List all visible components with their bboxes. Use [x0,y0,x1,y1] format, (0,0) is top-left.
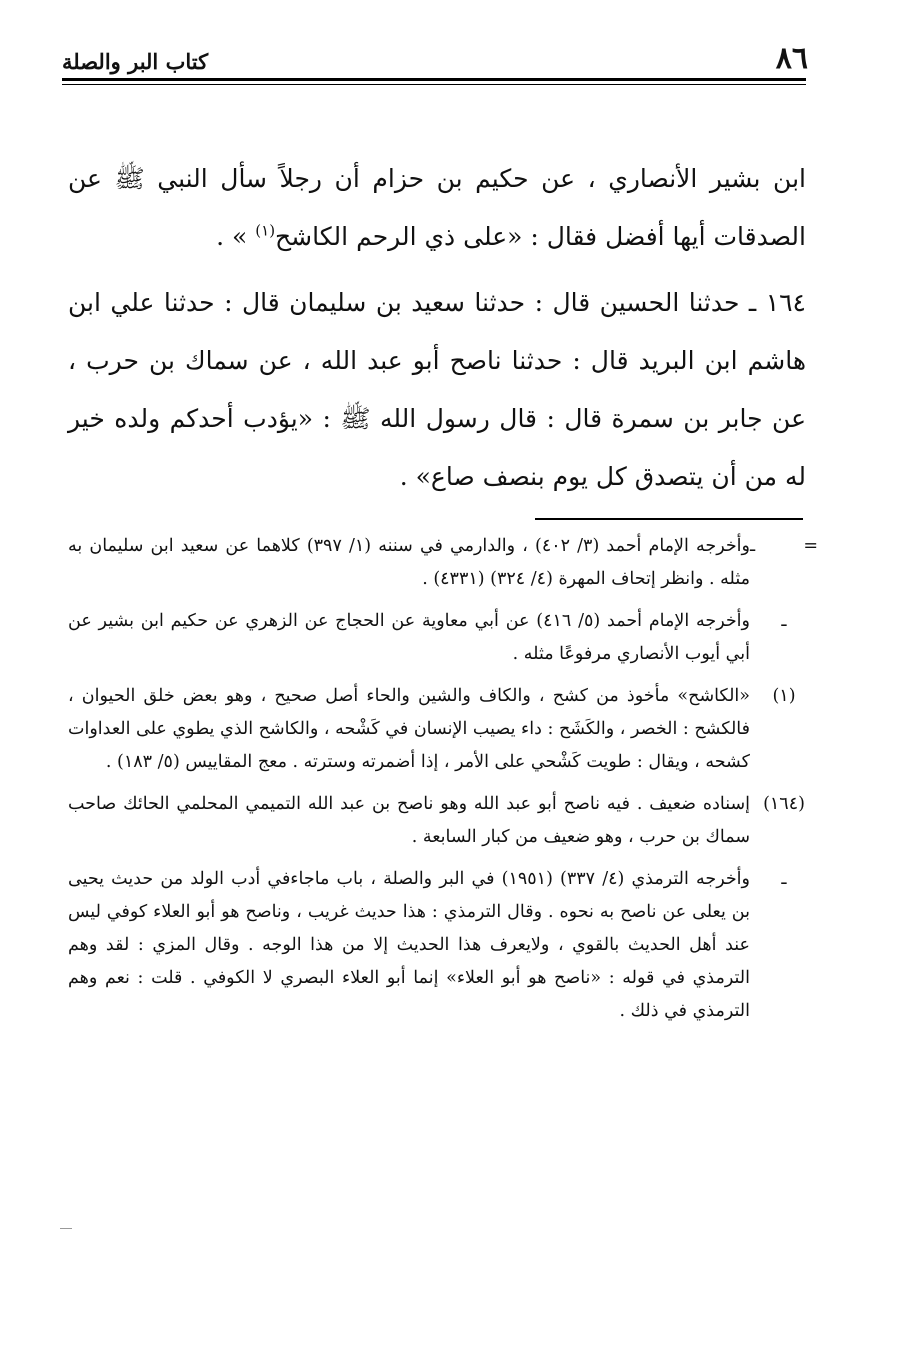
continuation-mark: = [803,536,818,556]
hadith-164 [68,274,806,506]
paragraph-tail: » . [216,222,256,251]
paragraph-text: ابن بشير الأنصاري ، عن حكيم بن حزام أن رجلاً سأل النبي ﷺ عن الصدقات أيها أفضل فقال : «على ذي الرحم الكاشح [68,164,806,251]
book-title: كتاب البر والصلة [62,49,209,74]
main-text [68,150,806,506]
footnote-text: وأخرجه الإمام أحمد (٥/ ٤١٦) عن أبي معاوية عن الحجاج عن الزهري عن حكيم ابن بشير عن أبي أيوب الأنصاري مرفوعًا مثله . [68,611,750,664]
footnote-mark: ـ [781,611,787,631]
paragraph-text: ١٦٤ ـ حدثنا الحسين قال : حدثنا سعيد بن سليمان قال : حدثنا علي ابن هاشم ابن البريد قال : حدثنا ناصح أبو عبد الله ، عن سماك بن حرب ، عن جابر بن سمرة قال : قال رسول الله ﷺ : «يؤدب أحدكم ولده خير له من أن يتصدق كل يوم بنصف صاع» . [68,288,806,491]
footnote-text: وأخرجه الترمذي (٤/ ٣٣٧) (١٩٥١) في البر والصلة ، باب ماجاءفي أدب الولد من حديث يحيى بن يعلى عن ناصح به نحوه . وقال الترمذي : هذا حديث غريب ، وناصح هو أبو العلاء كوفي ليس عند أهل الحديث بالقوي ، ولايعرف هذا الحديث إلا من هذا الوجه . وقال المزي : لقد وهم الترمذي في قوله : «ناصح هو أبو العلاء» إنما أبو العلاء البصري لا الكوفي . قلت : نعم وهم الترمذي في ذلك . [68,869,750,1021]
footnote [68,788,818,854]
footnote-text: إسناده ضعيف . فيه ناصح أبو عبد الله وهو ناصح بن عبد الله التميمي المحلمي الحائك صاحب سماك بن حرب ، وهو ضعيف من كبار السابعة . [68,794,750,847]
footnote-mark: (١٦٤) [763,794,805,814]
footnote [68,680,818,779]
header-rule [62,78,806,81]
scan-artifact [60,1228,72,1229]
page-number: ٨٦ [775,41,808,76]
footnote-text: وأخرجه الإمام أحمد (٣/ ٤٠٢) ، والدارمي في سننه (١/ ٣٩٧) كلاهما عن سعيد ابن سليمان به مثله . وانظر إتحاف المهرة (٤/ ٣٢٤) (٤٣٣١) . [68,536,750,589]
footnote-separator [535,518,803,520]
running-header [62,40,808,74]
footnote-mark: (١) [772,686,796,706]
footnote-text: «الكاشح» مأخوذ من كشح ، والكاف والشين والحاء أصل صحيح ، وهو بعض خلق الحيوان ، فالكشح : الخصر ، والكَشَح : داء يصيب الإنسان في كَشْحه ، والكاشح الذي يطوي على العداوات كشحه ، ويقال : طويت كَشْحي على الأمر ، إذا أضمرته وسترته . معج المقاييس (٥/ ١٨٣) . [68,686,750,772]
footnotes [68,530,818,1037]
footnote-mark [750,530,818,596]
header-rule-thin [62,84,806,85]
footnote-mark: ـ [781,869,787,889]
footnote [68,605,818,671]
footnote-reference: (١) [255,221,276,240]
paragraph-continuation [68,150,806,266]
footnote [68,530,818,596]
dash-mark: ـ [750,536,756,556]
footnote [68,863,818,1028]
